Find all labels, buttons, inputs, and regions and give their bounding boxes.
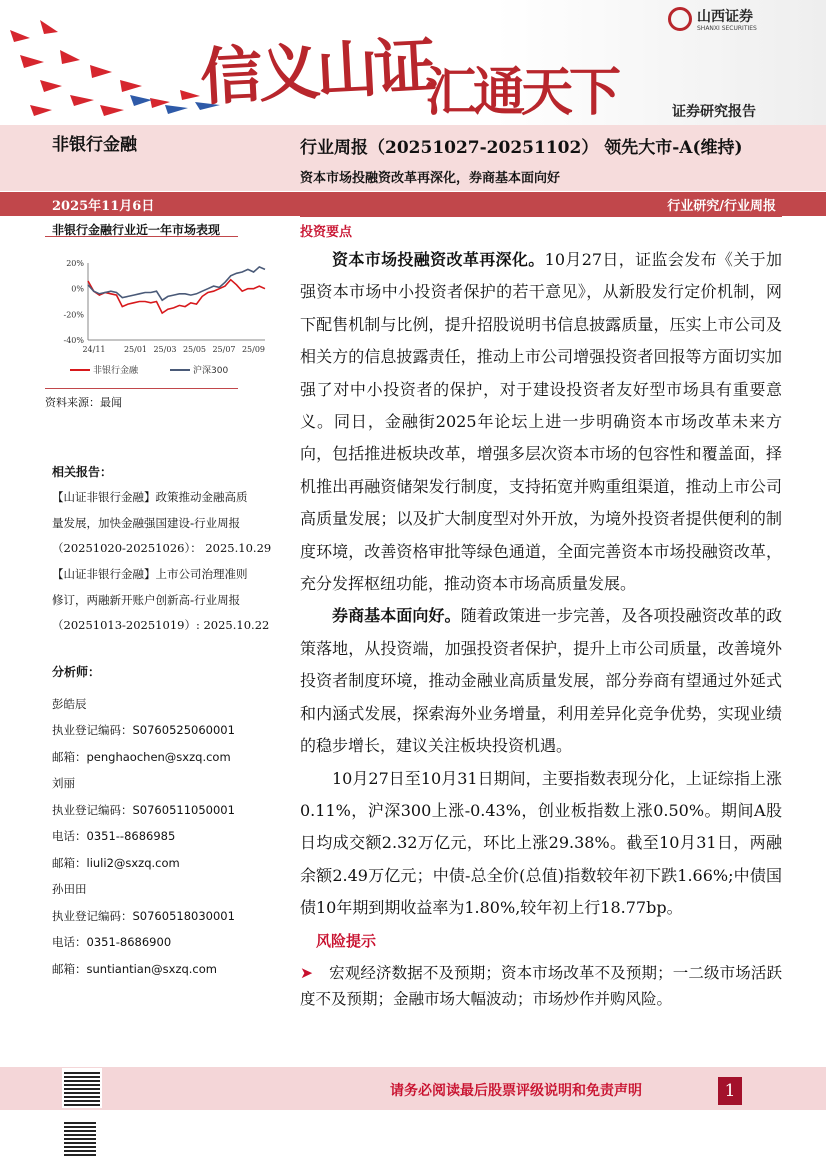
divider [45, 236, 238, 237]
analyst-email[interactable]: 邮箱：penghaochen@sxzq.com [52, 750, 231, 764]
related-report-link[interactable]: 量发展，加快金融强国建设-行业周报 [52, 516, 241, 530]
report-subtitle: 资本市场投融资改革再深化，券商基本面向好 [300, 171, 561, 186]
series-line-nonbank [88, 280, 265, 313]
y-tick-label: -40% [63, 336, 84, 345]
paragraph-text: 随着政策进一步完善，及各项投融资改革的政策落地，从投资端，加强投资者保护，提升上市公司质量，改善境外投资者制度环境，推动金融业高质量发展，部分券商有望通过外延式和内涵式发展，探索海外业务增量，利用差异化竞争优势，实现业绩的稳步增长，建议关注板块投资机遇。 [300, 606, 782, 756]
paragraph-text: 10月27日至10月31日期间，主要指数表现分化，上证综指上涨0.11%，沪深300上涨-0.43%，创业板指数上涨0.50%。期间A股日均成交额2.32万亿元，环比上涨29.38%。截至10月31日，两融余额2.49万亿元；中债-总全价(总值)指数较年初下跌1.66%;中债国债10年期到期收益率为1.80%,较年初上行18.77bp。 [300, 768, 782, 918]
arrow-flock-decoration [0, 10, 230, 125]
report-title: 行业周报（20251027-20251102） 领先大市-A(维持) [300, 138, 743, 158]
footer-band [0, 1067, 826, 1110]
related-report-link[interactable]: 修订，两融新开账户创新高-行业周报 [52, 593, 241, 607]
arrow-bullet-icon: ➤ [300, 964, 313, 982]
related-report-link[interactable]: 【山证非银行金融】政策推动金融高质 [52, 490, 248, 504]
y-tick-label: 20% [66, 259, 84, 268]
analyst-phone: 电话：0351--8686985 [52, 829, 176, 843]
analyst-phone: 电话：0351-8686900 [52, 935, 172, 949]
risk-item [300, 960, 782, 1012]
title-band [0, 125, 826, 191]
chart-source: 资料来源：最闻 [45, 396, 122, 409]
slogan-2: 汇通天下 [425, 63, 618, 123]
analyst-email[interactable]: 邮箱：liuli2@sxzq.com [52, 856, 180, 870]
qr-code-icon [62, 1068, 102, 1108]
paragraph [300, 763, 782, 925]
divider [300, 216, 782, 217]
date-band [0, 192, 826, 216]
report-type: 证券研究报告 [672, 104, 756, 120]
legend-label: 非银行金融 [93, 366, 139, 376]
analyst-reg: 执业登记编码：S0760511050001 [52, 803, 235, 817]
analysts-title: 分析师： [52, 665, 101, 679]
x-tick-label: 25/03 [153, 345, 177, 354]
risk-text: 宏观经济数据不及预期；资本市场改革不及预期；一二级市场活跃度不及预期；金融市场大幅波动；市场炒作并购风险。 [300, 964, 782, 1008]
x-tick-label: 25/05 [182, 345, 207, 354]
page-number: 1 [718, 1077, 742, 1105]
related-report-date: （20251013-20251019）: 2025.10.22 [52, 618, 270, 632]
divider [45, 388, 238, 389]
industry-name: 非银行金融 [52, 135, 137, 155]
shanxi-securities-logo-icon [668, 7, 692, 31]
brand-name-cn: 山西证券 [697, 9, 753, 25]
paragraph [300, 600, 782, 762]
analyst-name: 孙田田 [52, 882, 87, 896]
brand-name-en: SHANXI SECURITIES [697, 25, 757, 32]
y-tick-label: 0% [71, 284, 84, 294]
analyst-email[interactable]: 邮箱：suntiantian@sxzq.com [52, 962, 217, 976]
main-body [300, 244, 782, 925]
qr-code-icon [62, 1120, 98, 1158]
report-date: 2025年11月6日 [52, 199, 155, 214]
related-reports-title: 相关报告： [52, 465, 113, 479]
legend-label: 沪深300 [193, 366, 229, 376]
header-banner [0, 0, 826, 125]
section-title-investment-points: 投资要点 [300, 225, 353, 240]
x-tick-label: 25/07 [212, 345, 236, 354]
chart-title: 非银行金融行业近一年市场表现 [52, 223, 221, 237]
x-tick-label: 25/09 [241, 345, 266, 354]
analyst-reg: 执业登记编码：S0760525060001 [52, 723, 235, 737]
paragraph-lead: 券商基本面向好。 [332, 606, 461, 626]
analyst-name: 彭皓辰 [52, 697, 87, 711]
report-category: 行业研究/行业周报 [667, 199, 776, 214]
disclaimer-notice[interactable]: 请务必阅读最后股票评级说明和免责声明 [390, 1083, 642, 1099]
paragraph [300, 244, 782, 600]
x-tick-label: 24/11 [82, 345, 106, 354]
paragraph-text: 10月27日，证监会发布《关于加强资本市场中小投资者保护的若干意见》，从新股发行定价机制，网下配售机制与比例，提升招股说明书信息披露质量，压实上市公司及相关方的信息披露责任，推动上市公司增强投资者回报等方面切实加强了对中小投资者的保护，对于建设投资者友好型市场具有重要意义。同日，金融街2025年论坛上进一步明确资本市场改革未来方向，包括推进板块改革，增强多层次资本市场的包容性和覆盖面，择机推出再融资储架发行制度，支持拓宽并购重组渠道，推动上市公司高质量发展；以及扩大制度型对外开放，为境外投资者提供便利的制度环境，改善资格审批等绿色通道，全面完善资本市场投融资改革，充分发挥枢纽功能，推动资本市场高质量发展。 [300, 250, 782, 594]
y-tick-label: -20% [63, 310, 84, 320]
related-report-link[interactable]: 【山证非银行金融】上市公司治理准则 [52, 567, 248, 581]
paragraph-lead: 资本市场投融资改革再深化。 [332, 250, 545, 269]
x-tick-label: 25/01 [123, 345, 148, 354]
analyst-name: 刘丽 [52, 776, 75, 790]
analyst-reg: 执业登记编码：S0760518030001 [52, 909, 235, 923]
section-title-risks: 风险提示 [316, 932, 377, 950]
slogan-1: 信义山证 [198, 28, 435, 115]
related-report-date: （20251020-20251026）： 2025.10.29 [52, 541, 272, 555]
market-performance-chart [45, 245, 275, 380]
